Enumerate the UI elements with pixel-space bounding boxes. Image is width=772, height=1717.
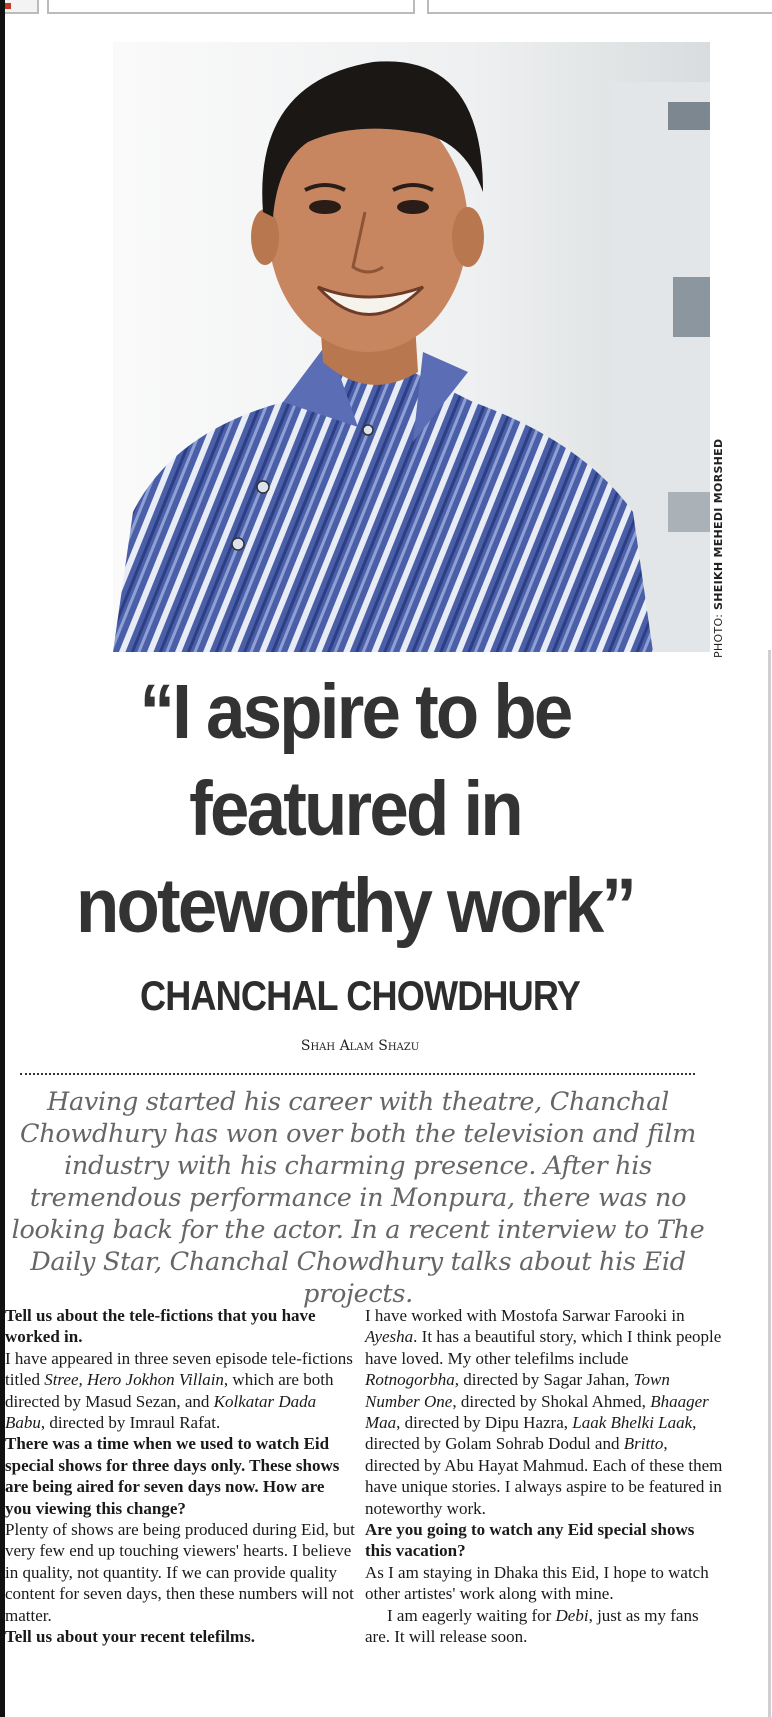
answer-5-text-2: , just as my fans are. It will release soon. <box>365 1605 699 1647</box>
article-column-1 <box>5 1305 355 1648</box>
answer-3-text-5: , directed by Dipu Hazra, <box>396 1413 573 1433</box>
answer-3-text-2: . It has a beautiful story, which I think people have loved. My other telefilms include <box>365 1327 722 1368</box>
answer-3-text-6: , directed by Golam Sohrab Dodul and <box>365 1413 697 1454</box>
answer-3-title-1: Ayesha <box>365 1327 414 1347</box>
answer-1 <box>5 1348 355 1434</box>
answer-1-text-3: , directed by Imraul Rafat. <box>40 1413 221 1433</box>
subject-name: CHANCHAL CHOWDHURY <box>139 972 580 1019</box>
headline <box>38 664 673 955</box>
headline-line-2: featured in <box>189 766 521 852</box>
answer-3-title-4: Bhaager Maa <box>365 1391 709 1433</box>
intro-paragraph: Having started his career with theatre, Chanchal Chowdhury has won over both the television and film industry with his charming presence. After his tremendous performance in Monpura, there was no looking back for the actor. In a recent interview to The Daily Star, Chanchal Chowdhury talks about his Eid projects. <box>11 1087 705 1309</box>
answer-1-text: I have appeared in three seven episode tele-fictions titled <box>5 1348 353 1390</box>
answer-3-title-6: Britto <box>623 1434 664 1454</box>
question-4: Are you going to watch any Eid special shows this vacation? <box>365 1520 695 1561</box>
answer-3-text-4: , directed by Shokal Ahmed, <box>452 1391 651 1411</box>
answer-5-text-1: I am eagerly waiting for <box>387 1605 556 1625</box>
dotted-divider <box>20 1073 695 1075</box>
photo-credit <box>712 438 725 658</box>
answer-4: As I am staying in Dhaka this Eid, I hope to watch other artistes' work along with mine. <box>365 1562 709 1604</box>
column-rule <box>768 650 771 1717</box>
answer-3-title-3: Town Number One <box>365 1370 670 1411</box>
headline-line-3: noteworthy work” <box>75 863 635 949</box>
answer-1-title-2: Kolkatar Dada Babu <box>5 1391 317 1433</box>
headline-line-1: “I aspire to be <box>139 669 571 755</box>
photo-credit-prefix: PHOTO: <box>712 613 725 658</box>
answer-3-title-2: Rotnogorbha <box>365 1370 455 1390</box>
answer-5 <box>365 1605 725 1648</box>
answer-3-text-1: I have worked with Mostofa Sarwar Farooki in <box>365 1306 685 1325</box>
portrait-illustration <box>113 42 710 652</box>
photo-credit-name: SHEIKH MEHEDI MORSHED <box>712 438 725 610</box>
corner-mark <box>5 0 39 14</box>
question-2: There was a time when we used to watch Eid special shows for three days only. These shows are being aired for seven days now. How are you viewing this change? <box>5 1434 340 1518</box>
answer-3 <box>365 1305 725 1519</box>
portrait-photo <box>113 42 710 652</box>
byline: Shah Alam Shazu <box>300 1038 420 1054</box>
answer-2: Plenty of shows are being produced during Eid, but very few end up touching viewers' hearts. I believe in quality, not quantity. If we can provide quality content for seven days, then these numbers will not matter. <box>5 1520 355 1625</box>
previous-page-strip <box>5 0 772 15</box>
answer-5-title: Debi <box>555 1605 589 1625</box>
answer-3-text-3: , directed by Sagar Jahan, <box>454 1370 634 1390</box>
answer-1-text-2: , which are both directed by Masud Sezan, and <box>5 1370 334 1411</box>
top-box-right <box>427 0 772 14</box>
top-box-left <box>47 0 415 14</box>
article-column-2 <box>365 1305 725 1648</box>
answer-3-text-7: , directed by Abu Hayat Mahmud. Each of these them have unique stories. I always aspire to be featured in noteworthy work. <box>365 1434 723 1518</box>
question-3: Tell us about your recent telefilms. <box>5 1627 255 1647</box>
answer-3-title-5: Laak Bhelki Laak <box>572 1413 693 1433</box>
answer-1-title-1: Stree, Hero Jokhon Villain <box>44 1370 224 1390</box>
question-1: Tell us about the tele-fictions that you have worked in. <box>5 1306 316 1347</box>
